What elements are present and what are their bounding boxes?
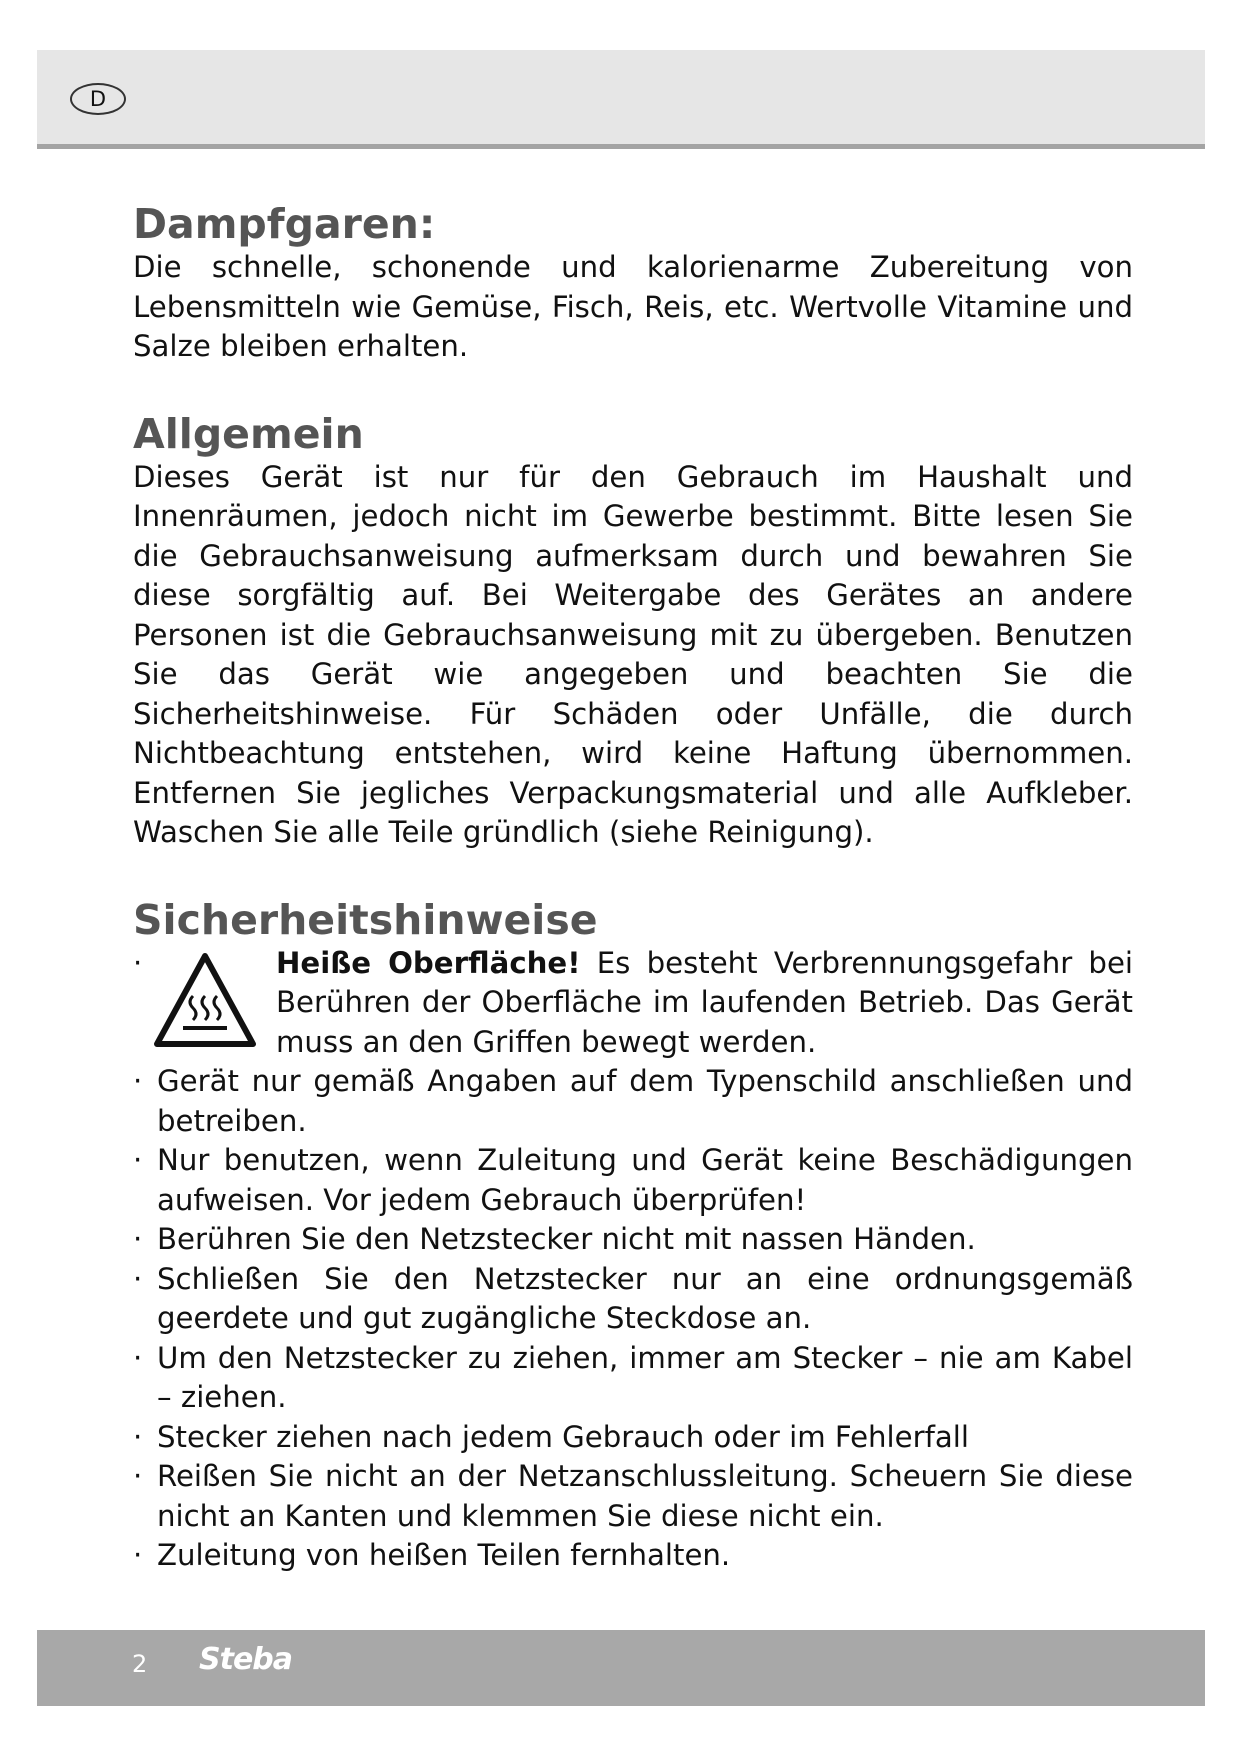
steba-logo: Steba: [199, 1642, 293, 1677]
hot-surface-warning: [133, 944, 1133, 1063]
warning-body: Es besteht Verbrennungsgefahr bei Berühren der Oberfläche im laufenden Betrieb. Das Gerät muss an den Griffen bewegt werden.: [276, 945, 1134, 1059]
list-item: · Gerät nur gemäß Angaben auf dem Typenschild anschließen und betreiben.: [133, 1062, 1133, 1141]
list-item: · Schließen Sie den Netzstecker nur an eine ordnungsgemäß geerdete und gut zugängliche Steckdose an.: [133, 1260, 1133, 1339]
language-badge: D: [70, 83, 126, 115]
section-steam-cooking: [133, 200, 1133, 367]
page-number: 2: [132, 1650, 148, 1678]
section-safety: [133, 896, 1133, 1576]
section-body: Die schnelle, schonende und kalorienarme Zubereitung von Lebensmitteln wie Gemüse, Fisch, Reis, etc. Wertvolle Vitamine und Salze bleiben erhalten.: [133, 250, 1133, 363]
list-item: · Zuleitung von heißen Teilen fernhalten.: [133, 1536, 1133, 1576]
warning-heading: Heiße Oberfläche!: [276, 945, 581, 980]
bullet: ·: [133, 945, 143, 980]
section-general: [133, 410, 1133, 853]
section-body: Dieses Gerät ist nur für den Gebrauch im Haushalt und Innenräumen, jedoch nicht im Gewerbe bestimmt. Bitte lesen Sie die Gebrauchsanweisung aufmerksam durch und bewahren Sie diese sorgfältig auf. Bei Weitergabe des Gerätes an andere Personen ist die Gebrauchsanweisung mit zu übergeben. Benutzen Sie das Gerät wie angegeben und beachten Sie die Sicherheitshinweise. Für Schäden oder Unfälle, die durch Nichtbeachtung entstehen, wird keine Haftung übernommen. Entfernen Sie jegliches Verpackungsmaterial und alle Aufkleber. Waschen Sie alle Teile gründlich (siehe Reinigung).: [133, 459, 1133, 849]
hot-surface-warning-icon: [153, 952, 257, 1048]
safety-list: [133, 1062, 1133, 1576]
list-item: · Berühren Sie den Netzstecker nicht mit nassen Händen.: [133, 1220, 1133, 1260]
header-bar: [37, 50, 1205, 149]
list-item: · Um den Netzstecker zu ziehen, immer am Stecker – nie am Kabel – ziehen.: [133, 1339, 1133, 1418]
section-title: Allgemein: [133, 409, 364, 458]
list-item: · Stecker ziehen nach jedem Gebrauch oder im Fehlerfall: [133, 1418, 1133, 1458]
footer-bar: [37, 1630, 1205, 1706]
list-item: · Nur benutzen, wenn Zuleitung und Gerät keine Beschädigungen aufweisen. Vor jedem Gebrauch überprüfen!: [133, 1141, 1133, 1220]
section-title: Dampfgaren:: [133, 200, 436, 248]
warning-text: [276, 944, 1133, 1063]
list-item: · Reißen Sie nicht an der Netzanschlussleitung. Scheuern Sie diese nicht an Kanten und klemmen Sie diese nicht ein.: [133, 1457, 1133, 1536]
section-title: Sicherheitshinweise: [133, 895, 598, 944]
page-content: [133, 200, 1133, 1576]
